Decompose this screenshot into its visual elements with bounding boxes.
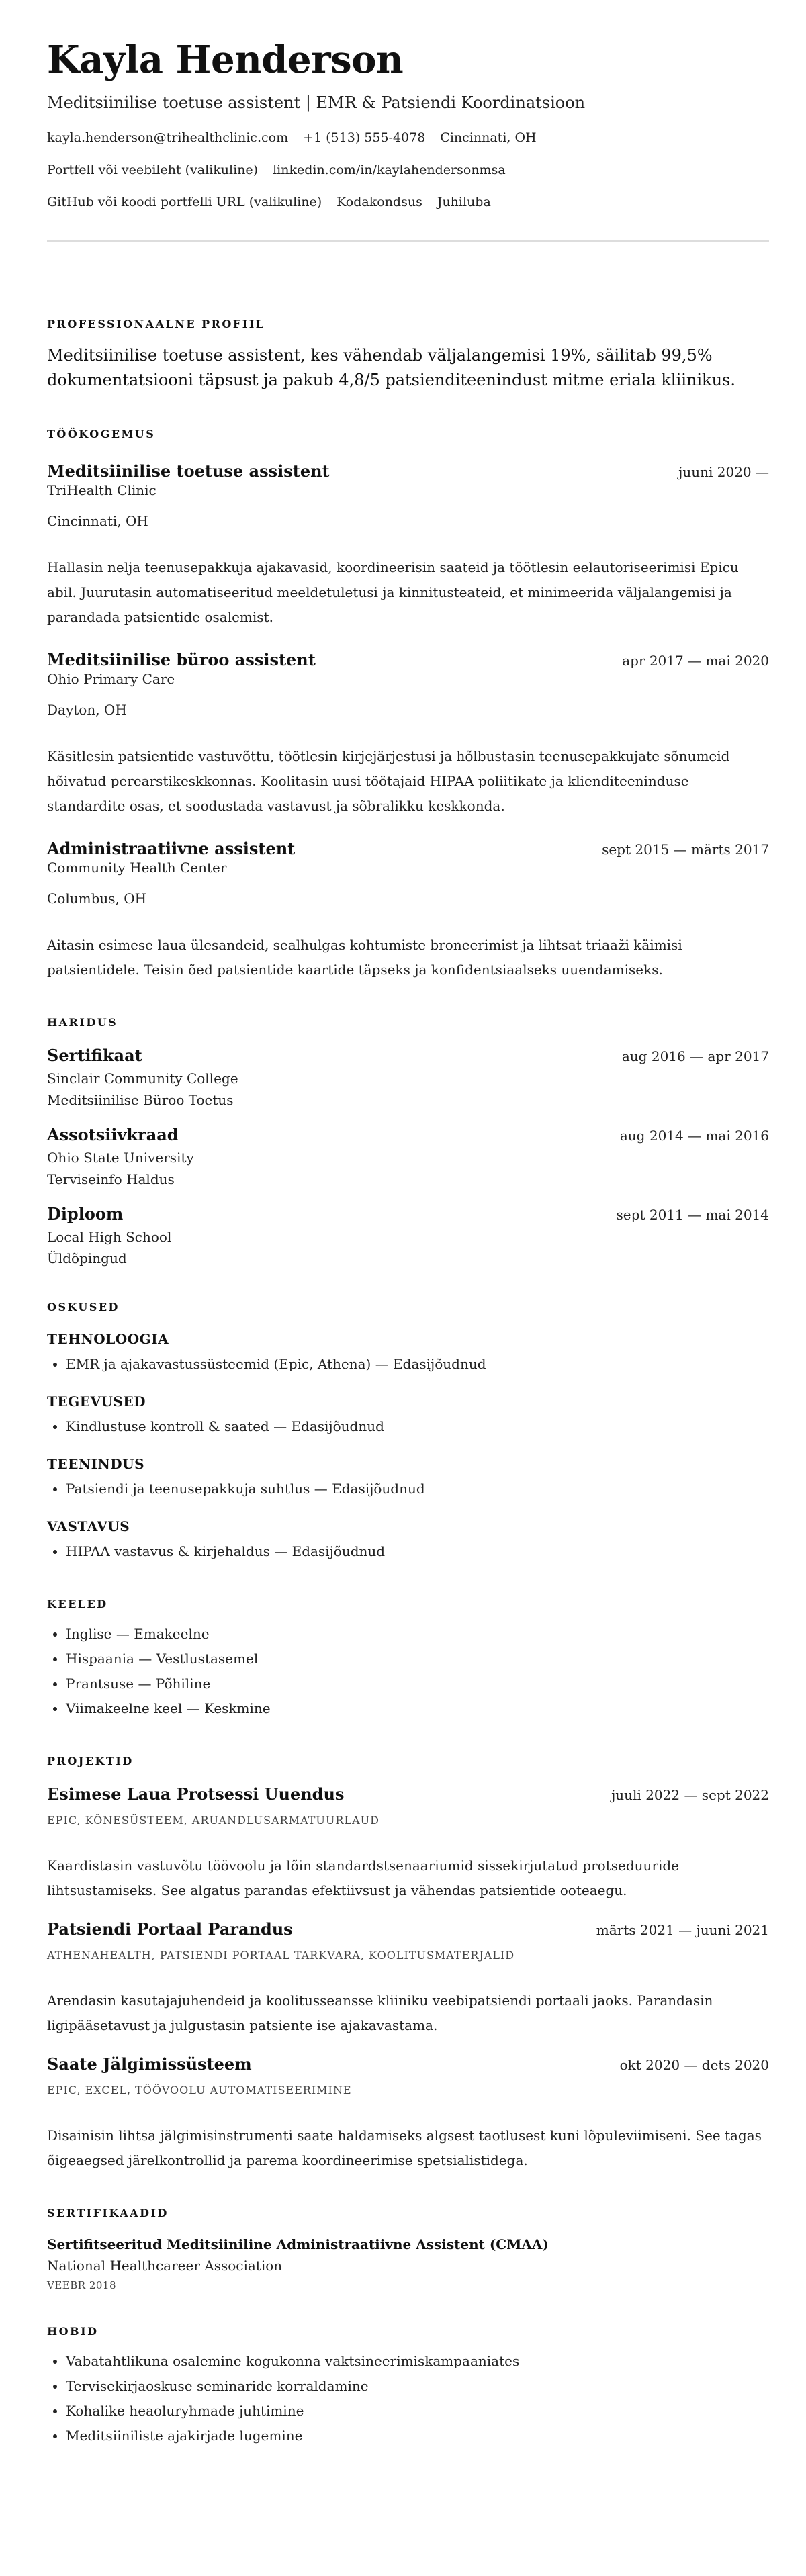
project-title: Patsiendi Portaal Parandus bbox=[47, 1919, 293, 1939]
drivers-license: Juhiluba bbox=[437, 195, 491, 210]
contact-line bbox=[47, 130, 769, 146]
field-of-study: Meditsiinilise Büroo Toetus bbox=[47, 1092, 234, 1108]
entry-dates: juuli 2022 — sept 2022 bbox=[611, 1787, 769, 1803]
project-entry bbox=[47, 1784, 769, 1903]
job-title: Administraatiivne assistent bbox=[47, 839, 296, 858]
job-location: Dayton, OH bbox=[47, 702, 127, 718]
job-description: Hallasin nelja teenusepakkuja ajakavasid, koordineerisin saateid ja töötlesin eelautoriseerimisi Epicu abil. Juurutasin automatiseeritud meeldetuletusi ja kinnitusteateid, et minimeerida väljalangemisi ja parandada patsientide osalemist. bbox=[47, 559, 739, 625]
section-heading: PROJEKTID bbox=[47, 1755, 134, 1767]
skill-list bbox=[47, 1414, 769, 1439]
contact-line bbox=[47, 162, 769, 178]
education-entry bbox=[47, 1204, 769, 1267]
degree-title: Diploom bbox=[47, 1204, 124, 1224]
entry-header bbox=[47, 1046, 769, 1066]
skill-category-title: TEHNOLOOGIA bbox=[47, 1331, 169, 1347]
project-description: Disainisin lihtsa jälgimisinstrumenti saate haldamiseks algsest taotlusest kuni lõpuleviimiseni. See tagas õigeaegsed järelkontrollid ja parema koordineerimise spetsialistidega. bbox=[47, 2127, 762, 2168]
entry-dates: apr 2017 — mai 2020 bbox=[622, 653, 769, 669]
certifications-section bbox=[47, 2207, 769, 2291]
language-item: • Hispaania — Vestlustasemel bbox=[66, 1647, 769, 1671]
skill-category-title: TEENINDUS bbox=[47, 1456, 145, 1472]
linkedin-link[interactable]: linkedin.com/in/kaylahendersonmsa bbox=[273, 163, 506, 177]
contact-line bbox=[47, 194, 769, 210]
email-link[interactable]: kayla.henderson@trihealthclinic.com bbox=[47, 130, 289, 145]
company-name: TriHealth Clinic bbox=[47, 482, 156, 498]
entry-header bbox=[47, 1204, 769, 1224]
entry-dates: aug 2014 — mai 2016 bbox=[619, 1128, 769, 1144]
github-link[interactable]: GitHub või koodi portfelli URL (valikuline) bbox=[47, 195, 322, 210]
entry-header bbox=[47, 1784, 769, 1804]
section-heading: HARIDUS bbox=[47, 1016, 118, 1029]
job-description: Käsitlesin patsientide vastuvõttu, töötlesin kirjejärjestusi ja hõlbustasin teenusepakkujate sõnumeid hõivatud perearstikeskkonnas. Koolitasin uusi töötajaid HIPAA poliitikate ja klienditeeninduse standardite osas, et soodustada vastavust ja sõbralikku keskkonda. bbox=[47, 748, 730, 814]
education-entry bbox=[47, 1125, 769, 1188]
location: Cincinnati, OH bbox=[440, 130, 537, 145]
job-location: Cincinnati, OH bbox=[47, 513, 148, 529]
project-technologies: EPIC, EXCEL, TÖÖVOOLU AUTOMATISEERIMINE bbox=[47, 2084, 352, 2097]
candidate-headline: Meditsiinilise toetuse assistent | EMR & Patsiendi Koordinatsioon bbox=[47, 93, 586, 112]
language-item: • Prantsuse — Põhiline bbox=[66, 1671, 769, 1696]
school-name: Ohio State University bbox=[47, 1150, 194, 1166]
section-heading: OSKUSED bbox=[47, 1301, 120, 1314]
project-technologies: EPIC, KÕNESÜSTEEM, ARUANDLUSARMATUURLAUD bbox=[47, 1814, 379, 1827]
language-list bbox=[47, 1622, 769, 1721]
project-description: Kaardistasin vastuvõtu töövoolu ja lõin standardstsenaariumid sissekirjutatud protseduuride lihtsustamiseks. See algatus parandas efektiivsust ja vähendas patsientide ooteaegu. bbox=[47, 1857, 679, 1898]
skill-list bbox=[47, 1539, 769, 1564]
experience-section bbox=[47, 428, 769, 982]
skill-list bbox=[47, 1352, 769, 1377]
entry-header bbox=[47, 2054, 769, 2074]
skill-category-title: VASTAVUS bbox=[47, 1518, 130, 1534]
field-of-study: Terviseinfo Haldus bbox=[47, 1171, 175, 1187]
certification-date: VEEBR 2018 bbox=[47, 2279, 116, 2291]
entry-dates: juuni 2020 — bbox=[678, 464, 769, 480]
entry-header bbox=[47, 1125, 769, 1145]
entry-dates: aug 2016 — apr 2017 bbox=[621, 1048, 769, 1064]
certification-issuer: National Healthcareer Association bbox=[47, 2258, 283, 2274]
citizenship: Kodakondsus bbox=[337, 195, 422, 210]
entry-dates: sept 2011 — mai 2014 bbox=[616, 1207, 769, 1223]
hobby-item: • Tervisekirjaoskuse seminaride korraldamine bbox=[66, 2374, 769, 2399]
job-location: Columbus, OH bbox=[47, 890, 147, 907]
skill-list bbox=[47, 1477, 769, 1502]
skill-category-title: TEGEVUSED bbox=[47, 1393, 146, 1410]
section-heading: SERTIFIKAADID bbox=[47, 2207, 169, 2219]
profile-text: Meditsiinilise toetuse assistent, kes vähendab väljalangemisi 19%, säilitab 99,5% dokumentatsiooni täpsust ja pakub 4,8/5 patsienditeenindust mitme eriala kliinikus. bbox=[47, 346, 736, 389]
entry-header bbox=[47, 461, 769, 481]
projects-section bbox=[47, 1755, 769, 2173]
profile-section bbox=[47, 318, 769, 393]
certification-name: Sertifitseeritud Meditsiiniline Administraatiivne Assistent (CMAA) bbox=[47, 2236, 549, 2252]
hobby-item: • Vabatahtlikuna osalemine kogukonna vaktsineerimiskampaaniates bbox=[66, 2349, 769, 2374]
portfolio-link[interactable]: Portfell või veebileht (valikuline) bbox=[47, 163, 259, 177]
skill-item: • EMR ja ajakavastussüsteemid (Epic, Athena) — Edasijõudnud bbox=[66, 1352, 769, 1377]
section-heading: PROFESSIONAALNE PROFIIL bbox=[47, 318, 265, 330]
hobbies-section bbox=[47, 2325, 769, 2448]
hobby-list bbox=[47, 2349, 769, 2448]
resume-header bbox=[47, 37, 769, 210]
entry-header bbox=[47, 650, 769, 670]
company-name: Community Health Center bbox=[47, 860, 227, 876]
job-entry bbox=[47, 839, 769, 982]
hobby-item: • Meditsiiniliste ajakirjade lugemine bbox=[66, 2424, 769, 2448]
job-description: Aitasin esimese laua ülesandeid, sealhulgas kohtumiste broneerimist ja lihtsat triaaži käimisi patsientidele. Teisin õed patsientide kaartide täpseks ja konfidentsiaalseks uuendamiseks. bbox=[47, 937, 682, 978]
languages-section bbox=[47, 1598, 769, 1721]
project-entry bbox=[47, 1919, 769, 2038]
project-entry bbox=[47, 2054, 769, 2173]
education-section bbox=[47, 1016, 769, 1267]
job-title: Meditsiinilise toetuse assistent bbox=[47, 461, 330, 481]
entry-dates: sept 2015 — märts 2017 bbox=[602, 841, 769, 858]
skill-item: • HIPAA vastavus & kirjehaldus — Edasijõudnud bbox=[66, 1539, 769, 1564]
school-name: Local High School bbox=[47, 1229, 172, 1245]
job-entry bbox=[47, 461, 769, 630]
entry-header bbox=[47, 839, 769, 859]
section-heading: HOBID bbox=[47, 2325, 99, 2338]
entry-header bbox=[47, 1919, 769, 1939]
entry-dates: okt 2020 — dets 2020 bbox=[619, 2057, 769, 2073]
hobby-item: • Kohalike heaoluryhmade juhtimine bbox=[66, 2399, 769, 2424]
field-of-study: Üldõpingud bbox=[47, 1250, 127, 1267]
job-title: Meditsiinilise büroo assistent bbox=[47, 650, 316, 670]
phone-link[interactable]: +1 (513) 555-4078 bbox=[303, 130, 426, 145]
language-item: • Inglise — Emakeelne bbox=[66, 1622, 769, 1647]
entry-dates: märts 2021 — juuni 2021 bbox=[596, 1922, 769, 1938]
project-description: Arendasin kasutajajuhendeid ja koolitusseansse kliiniku veebipatsiendi portaali jaoks. Parandasin ligipääsetavust ja julgustasin patsiente ise ajakavastama. bbox=[47, 1992, 713, 2033]
section-heading: KEELED bbox=[47, 1598, 108, 1610]
project-title: Esimese Laua Protsessi Uuendus bbox=[47, 1784, 345, 1804]
degree-title: Assotsiivkraad bbox=[47, 1125, 179, 1144]
skill-item: • Patsiendi ja teenusepakkuja suhtlus — Edasijõudnud bbox=[66, 1477, 769, 1502]
school-name: Sinclair Community College bbox=[47, 1070, 238, 1087]
header-divider bbox=[47, 240, 769, 242]
degree-title: Sertifikaat bbox=[47, 1046, 142, 1065]
job-entry bbox=[47, 650, 769, 819]
project-technologies: ATHENAHEALTH, PATSIENDI PORTAAL TARKVARA, KOOLITUSMATERJALID bbox=[47, 1949, 515, 1962]
skill-item: • Kindlustuse kontroll & saated — Edasijõudnud bbox=[66, 1414, 769, 1439]
company-name: Ohio Primary Care bbox=[47, 671, 175, 687]
education-entry bbox=[47, 1046, 769, 1109]
candidate-name: Kayla Henderson bbox=[47, 38, 404, 82]
skills-section bbox=[47, 1301, 769, 1564]
section-heading: TÖÖKOGEMUS bbox=[47, 428, 156, 441]
language-item: • Viimakeelne keel — Keskmine bbox=[66, 1696, 769, 1721]
project-title: Saate Jälgimissüsteem bbox=[47, 2054, 252, 2074]
